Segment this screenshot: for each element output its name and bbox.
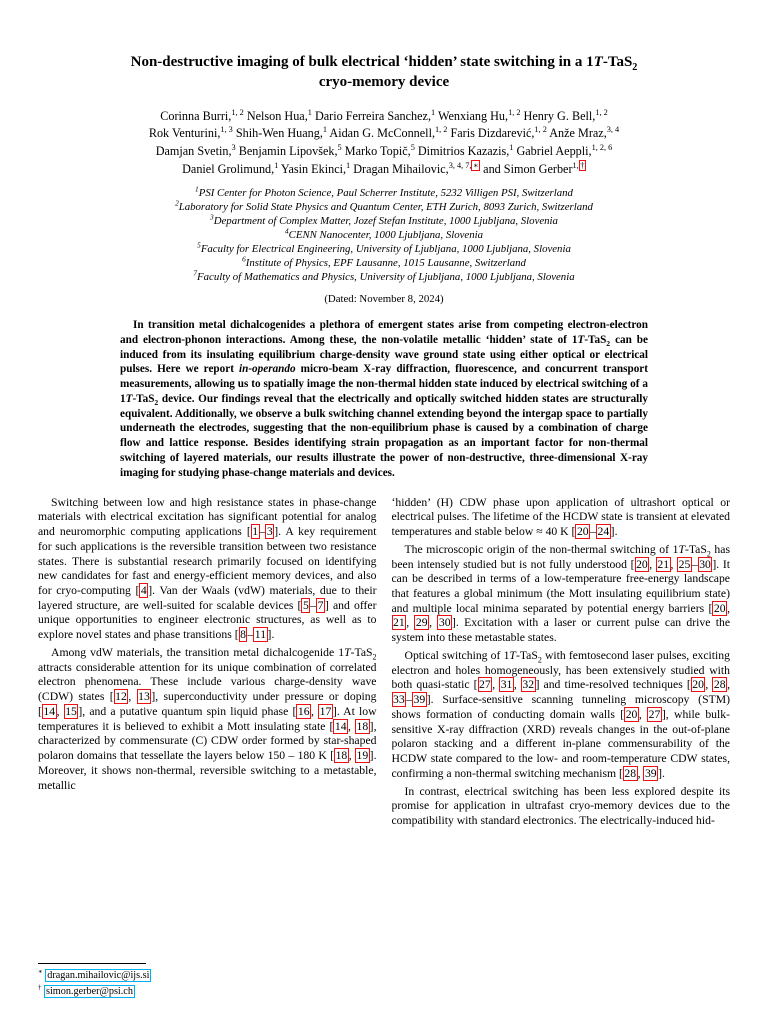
email-link[interactable]: simon.gerber@psi.ch [46, 986, 133, 998]
citation-link[interactable]: 14 [43, 704, 56, 718]
affiliation: $^4$CENN Nanocenter, 1000 Ljubljana, Slovenia [284, 226, 483, 241]
footnote: † simon.gerber@psi.ch [38, 984, 133, 998]
footnote: ∗ dragan.mihailovic@ijs.si [38, 968, 150, 982]
affiliation: $^5$Faculty for Electrical Engineering, University of Ljubljana, 1000 Ljubljana, Slovenia [197, 240, 571, 255]
affiliation-list [38, 186, 730, 284]
citation-link[interactable]: 16 [297, 704, 310, 718]
paper-title: Non-destructive imaging of bulk electrical ‘hidden’ state switching in a 1T-TaS$_2$ cryo-memory device [130, 54, 638, 91]
citation-link[interactable]: 24 [597, 525, 610, 539]
citation-link[interactable]: 20 [625, 707, 638, 721]
footnote-marker-link[interactable]: ∗ [472, 160, 479, 170]
citation-link[interactable]: 7 [317, 598, 324, 612]
body-paragraphs-left [38, 496, 377, 794]
citation-link[interactable]: 39 [644, 766, 657, 780]
author-list [38, 108, 730, 179]
author-line: Daniel Grolimund,$^1$ Yasin Ekinci,$^1$ Dragan Mihailovic,$^{3, 4, 7,}$ ∗ and Simon Gerber$^{1,}$ † [182, 160, 585, 176]
footnote-marker-link[interactable]: † [580, 160, 585, 170]
footnote-list [38, 968, 377, 1000]
citation-link[interactable]: 33 [393, 693, 405, 707]
footnote-rule [38, 963, 146, 964]
citation-link[interactable]: 30 [438, 616, 451, 630]
body-paragraph: Switching between low and high resistance states in phase-change materials with electrical excitation has significant potential for analog and neuromorphic computing applications [ 1 – 3 ]. A key requirement for such applications is the reversible transition between two resistance states. There is substantial research primarily focused on identifying new candidates for fast and energy-efficient memory devices, and also for cryo-computing [ 4 ]. Van der Waals (vdW) materials, due to their layered structure, are well-suited for scalable devices [ 5 – 7 ] and offer unique opportunities to engineer electronic structures, as well as to explore novel states and phase transitions [ 8 – 11 ]. [38, 495, 377, 642]
citation-link[interactable]: 25 [678, 557, 691, 571]
citation-link[interactable]: 18 [335, 749, 348, 763]
citation-link[interactable]: 32 [522, 678, 535, 692]
citation-link[interactable]: 20 [692, 678, 704, 692]
body-paragraph: The microscopic origin of the non-thermal switching of 1T-TaS$_2$ has been intensely studied but is not fully understood [ 20 , 21 , 25 – 30 ]. It can be described in terms of a low-temperature free-energy landscape that features a global minimum (the Mott insulating equilibrium state) and multiple local minima separated by potential energy barriers [ 20 , 21 , 29 , 30 ]. Excitation with a laser or current pulse can drive the system into these metastable states. [391, 542, 730, 645]
citation-link[interactable]: 18 [356, 719, 369, 733]
citation-link[interactable]: 30 [699, 557, 711, 571]
column-right [392, 496, 731, 1000]
citation-link[interactable]: 27 [479, 678, 491, 692]
body-paragraph: ‘hidden’ (H) CDW phase upon application of ultrashort optical or electrical pulses. The lifetime of the HCDW state is transient at elevated temperatures and stable below ≈ 40 K [ 20 – 24 ]. [391, 495, 730, 539]
author-line: Damjan Svetin,$^3$ Benjamin Lipovšek,$^5$ Marko Topič,$^5$ Dimitrios Kazazis,$^1$ Gabriel Aeppli,$^{1, 2, 6}$ [155, 143, 613, 159]
citation-link[interactable]: 21 [393, 616, 405, 630]
citation-link[interactable]: 14 [334, 719, 347, 733]
citation-link[interactable]: 21 [657, 557, 670, 571]
citation-link[interactable]: 27 [648, 707, 661, 721]
affiliation: $^2$Laboratory for Solid State Physics and Quantum Center, ETH Zurich, 8093 Zurich, Switzerland [175, 198, 593, 213]
citation-link[interactable]: 12 [115, 690, 127, 704]
author-line: Corinna Burri,$^{1, 2}$ Nelson Hua,$^1$ Dario Ferreira Sanchez,$^1$ Wenxiang Hu,$^{1, 2}$ Henry G. Bell,$^{1, 2}$ [160, 107, 608, 123]
affiliation: $^7$Faculty of Mathematics and Physics, University of Ljubljana, 1000 Ljubljana, Slovenia [193, 268, 575, 283]
two-column-body [38, 496, 730, 1000]
citation-link[interactable]: 11 [254, 628, 267, 642]
citation-link[interactable]: 20 [636, 557, 648, 571]
citation-link[interactable]: 17 [319, 704, 332, 718]
affiliation: $^1$PSI Center for Photon Science, Paul Scherrer Institute, 5232 Villigen PSI, Switzerland [195, 184, 573, 199]
dated-line: (Dated: November 8, 2024) [324, 292, 444, 305]
citation-link[interactable]: 15 [65, 704, 77, 718]
citation-link[interactable]: 3 [266, 525, 273, 539]
column-left [38, 496, 377, 1000]
citation-link[interactable]: 20 [576, 525, 589, 539]
citation-link[interactable]: 5 [302, 598, 309, 612]
citation-link[interactable]: 39 [413, 693, 426, 707]
body-paragraphs-right [392, 496, 731, 829]
citation-link[interactable]: 8 [240, 628, 246, 642]
author-line: Rok Venturini,$^{1, 3}$ Shih-Wen Huang,$^1$ Aidan G. McConnell,$^{1, 2}$ Faris Dizdarević,$^{1, 2}$ Anže Mraz,$^{3, 4}$ [148, 125, 620, 141]
citation-link[interactable]: 31 [500, 678, 513, 692]
body-paragraph: In contrast, electrical switching has been less explored despite its promise for application in ultrafast cryo-memory devices due to the compatibility with standard electronics. The electrically-induced hid- [391, 784, 730, 827]
citation-link[interactable]: 1 [252, 525, 259, 539]
citation-link[interactable]: 28 [624, 766, 637, 780]
citation-link[interactable]: 13 [138, 690, 150, 704]
affiliation: $^3$Department of Complex Matter, Jozef Stefan Institute, 1000 Ljubljana, Slovenia [210, 212, 558, 227]
citation-link[interactable]: 19 [356, 749, 369, 763]
citation-link[interactable]: 28 [713, 678, 726, 692]
body-paragraph: Among vdW materials, the transition metal dichalcogenide 1T-TaS$_2$ attracts considerable attention for its unique combination of correlated electron phenomena. These include various charge-density wave (CDW) states [ 12 , 13 ], superconductivity under pressure or doping [ 14 , 15 ], and a putative quantum spin liquid phase [ 16 , 17 ]. At low temperatures it is believed to exhibit a Mott insulating state [ 14 , 18 ], characterized by commensurate (C) CDW order formed by star-shaped polaron domains that tessellate the layers below 150 – 180 K [ 18 , 19 ]. Moreover, it shows non-thermal, reversible switching to a metastable, metallic [38, 645, 377, 792]
email-link[interactable]: dragan.mihailovic@ijs.si [47, 970, 150, 982]
body-paragraph: Optical switching of 1T-TaS$_2$ with femtosecond laser pulses, exciting electron and holes homogeneously, has been extensively studied with both quasi-static [ 27 , 31 , 32 ] and time-resolved techniques [ 20 , 28 , 33 – 39 ]. Surface-sensitive scanning tunneling microscopy (STM) shows formation of conducting domain walls [ 20 , 27 ], while bulk-sensitive X-ray diffraction (XRD) reveals changes in the out-of-plane polaron stacking and a different in-plane commensurability of the HCDW state compared to the low- and room-temperature CDW states, confirming a non-thermal switching mechanism [ 28 , 39 ]. [391, 648, 730, 780]
affiliation: $^6$Institute of Physics, EPF Lausanne, 1015 Lausanne, Switzerland [242, 254, 526, 269]
citation-link[interactable]: 29 [415, 616, 428, 630]
footnote-block [38, 955, 377, 1000]
citation-link[interactable]: 20 [713, 601, 726, 615]
abstract: In transition metal dichalcogenides a plethora of emergent states arise from competing electron-electron and electron-phonon interactions. Among these, the non-volatile metallic ‘hidden’ state of 1T-TaS$_2$ can be induced from its insulating equilibrium charge-density wave ground state using either optical or electrical pulses. Here we report in-operando micro-beam X-ray diffraction, fluorescence, and concurrent transport measurements, allowing us to spatially image the non-thermal hidden state induced by electrical switching of a 1T-TaS$_2$ device. Our findings reveal that the electrically and optically switched hidden states are structurally equivalent. Additionally, we observe a bulk switching channel extending beyond the intergap space to partially underneath the electrodes, suggesting that the non-equilibrium phase is caused by a combination of charge flow and lattice response. Besides identifying strain propagation as an important factor for non-thermal switching of layered materials, our results illustrate the power of non-destructive, three-dimensional X-ray imaging for studying phase-change materials and devices. [120, 318, 648, 479]
citation-link[interactable]: 4 [140, 583, 147, 597]
